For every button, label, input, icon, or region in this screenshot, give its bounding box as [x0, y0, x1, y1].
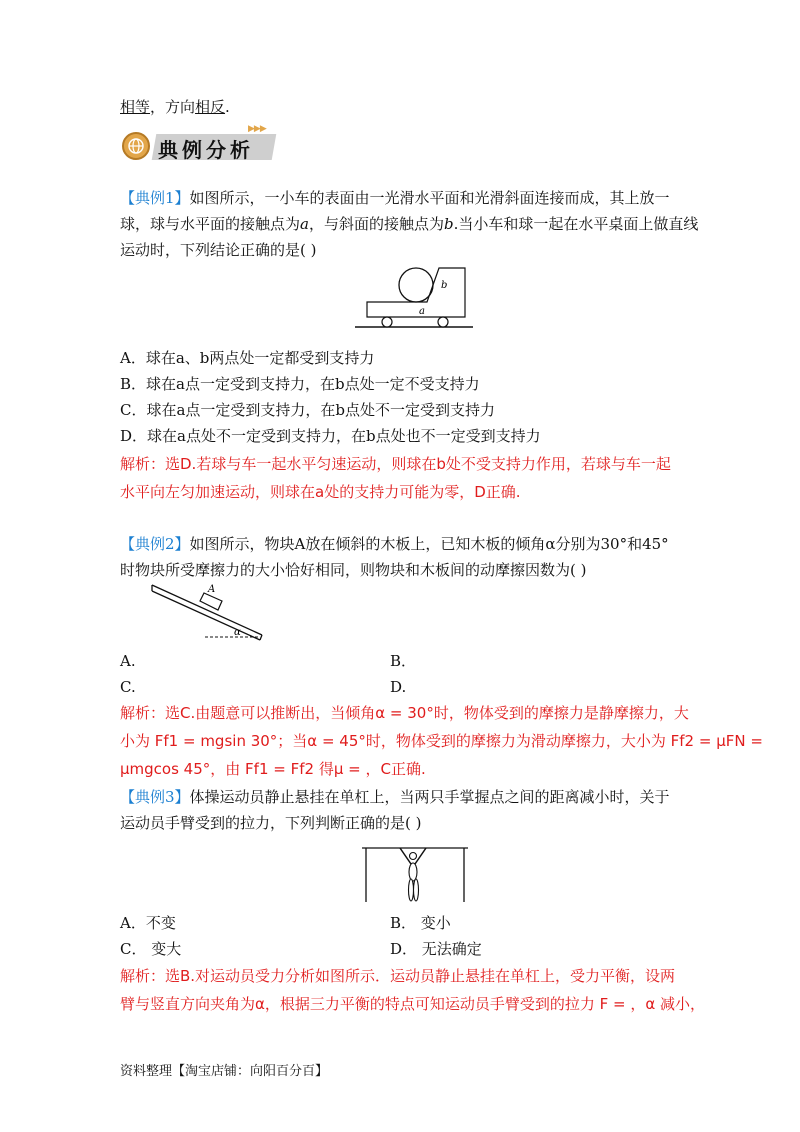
- ex3-option-c: C． 变大: [120, 940, 182, 958]
- footer: 资料整理【淘宝店铺：向阳百分百】: [120, 1064, 329, 1079]
- ex2-line1: [120, 534, 669, 554]
- ex1-line2: [120, 214, 698, 234]
- section-header: [120, 124, 280, 164]
- ex3-solution-2: 臂与竖直方向夹角为α，根据三力平衡的特点可知运动员手臂受到的拉力 F = ，α 减小，: [120, 995, 706, 1013]
- globe-icon: [122, 132, 150, 160]
- ex1-option-c: C．球在a点一定受到支持力，在b点处不一定受到支持力: [120, 401, 496, 419]
- ex2-option-b: B．: [390, 652, 417, 670]
- example-tag: 【典例3】: [120, 788, 190, 806]
- label-alpha: α: [234, 627, 241, 638]
- ex1-solution-2: 水平向左匀加速运动，则球在a处的支持力可能为零，D正确.: [120, 483, 521, 501]
- ex1-line3: 运动时，下列结论正确的是( ): [120, 241, 317, 259]
- ex3-option-d: D． 无法确定: [390, 940, 482, 958]
- text: 如图所示，物块A放在倾斜的木板上，已知木板的倾角α分别为30°和45°: [189, 535, 669, 553]
- label-block-a: A: [208, 584, 216, 595]
- ex1-solution-1: 解析：选D.若球与车一起水平匀速运动，则球在b处不受支持力作用，若球与车一起: [120, 455, 671, 473]
- text: ，与斜面的接触点为: [308, 215, 444, 233]
- ex2-option-d: D.: [390, 678, 407, 696]
- ex1-line1: [120, 188, 670, 208]
- text: 体操运动员静止悬挂在单杠上，当两只手掌握点之间的距离减小时，关于: [189, 788, 670, 806]
- triangle-icons: ▶▶▶: [248, 124, 266, 134]
- example-tag: 【典例2】: [120, 535, 190, 553]
- text: 球，球与水平面的接触点为: [120, 215, 301, 233]
- text: 如图所示，一小车的表面由一光滑水平面和光滑斜面连接而成，其上放一: [189, 189, 670, 207]
- ex3-option-a: A．不变: [120, 914, 176, 932]
- ex2-solution-2: 小为 Ff1 = mgsin 30°；当α = 45°时，物体受到的摩擦力为滑动摩擦力，大小为 Ff2 = μFN =: [120, 732, 763, 750]
- ex3-line1: [120, 787, 670, 807]
- ex3-solution-1: 解析：选B.对运动员受力分析如图所示．运动员静止悬挂在单杠上，受力平衡，设两: [120, 967, 676, 985]
- var: b: [443, 215, 454, 233]
- label-a: a: [419, 306, 425, 317]
- text: ，方向: [150, 98, 196, 116]
- gymnast-figure: [360, 836, 472, 904]
- intro-line: [120, 97, 230, 117]
- ex3-option-b: B． 变小: [390, 914, 451, 932]
- section-title: 典例分析: [158, 138, 254, 162]
- ex2-solution-3: μmgcos 45°，由 Ff1 = Ff2 得μ = ，C正确.: [120, 760, 426, 778]
- underlined-word: 相等: [120, 98, 151, 116]
- ex3-line2: 运动员手臂受到的拉力，下列判断正确的是( ): [120, 814, 422, 832]
- ex2-solution-1: 解析：选C.由题意可以推断出，当倾角α = 30°时，物体受到的摩擦力是静摩擦力，大: [120, 704, 689, 722]
- ex2-option-a: A.: [120, 652, 136, 670]
- var: a: [300, 215, 309, 233]
- ex2-option-c: C.: [120, 678, 136, 696]
- text: .: [225, 98, 230, 116]
- label-b: b: [441, 280, 448, 291]
- text: .当小车和球一起在水平桌面上做直线: [453, 215, 699, 233]
- ex2-line2: 时物块所受摩擦力的大小恰好相同，则物块和木板间的动摩擦因数为( ): [120, 561, 587, 579]
- example-tag: 【典例1】: [120, 189, 190, 207]
- cart-figure: [355, 264, 475, 334]
- incline-figure: [150, 582, 270, 642]
- ex1-option-a: A．球在a、b两点处一定都受到支持力: [120, 349, 375, 367]
- ex1-option-d: D．球在a点处不一定受到支持力，在b点处也不一定受到支持力: [120, 427, 541, 445]
- ex1-option-b: B．球在a点一定受到支持力，在b点处一定不受支持力: [120, 375, 480, 393]
- underlined-word: 相反: [195, 98, 226, 116]
